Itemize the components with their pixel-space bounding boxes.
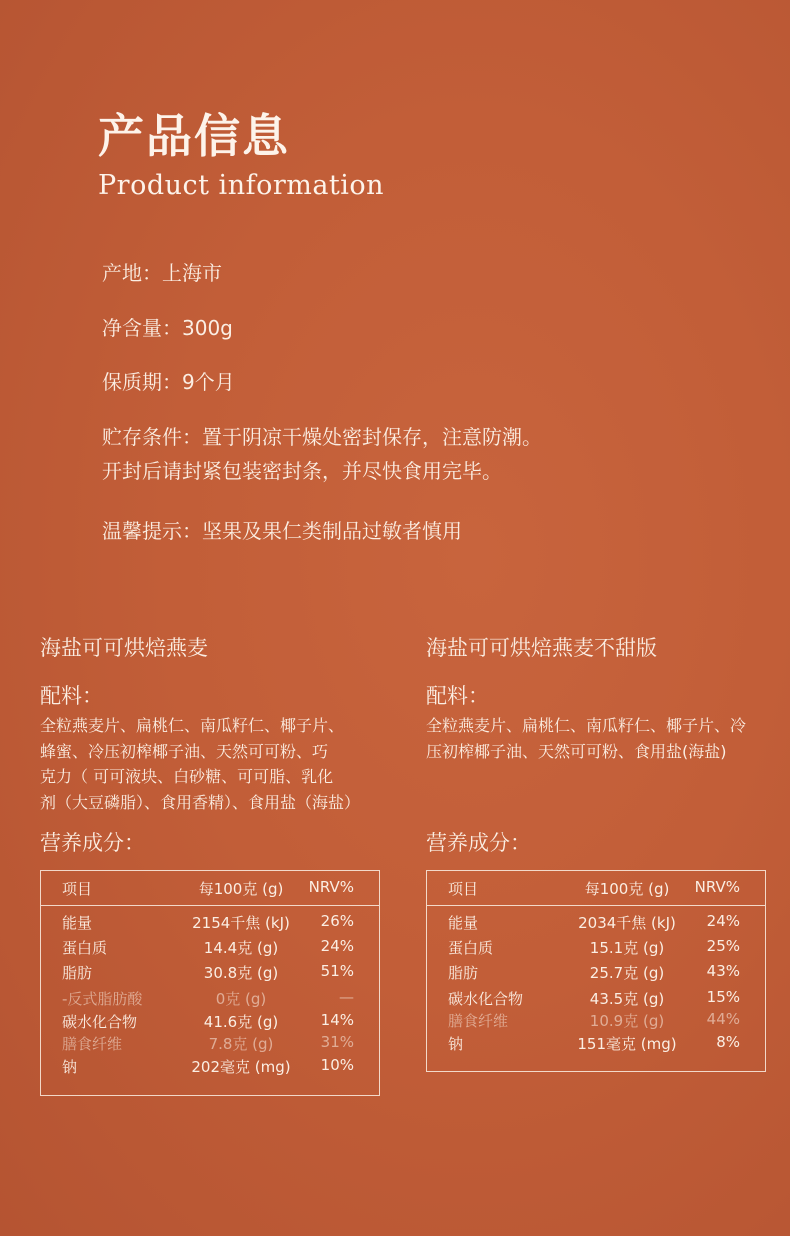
header-nrv: NRV%: [694, 878, 740, 896]
right-ingredients: [426, 713, 746, 764]
table-header: [41, 871, 379, 906]
cell-value: 25.7克 (g): [589, 964, 665, 982]
right-nutrition-label: 营养成分：: [426, 831, 531, 855]
cell-item: 蛋白质: [448, 939, 494, 957]
cell-nrv: 14%: [320, 1011, 354, 1029]
cell-item: 能量: [448, 914, 479, 932]
table-row: [427, 933, 765, 958]
cell-item: 钠: [62, 1058, 78, 1076]
header-item: 项目: [62, 880, 93, 898]
allergy-notice: 温馨提示：坚果及果仁类制品过敏者慎用: [102, 519, 462, 543]
cell-item: 能量: [62, 914, 93, 932]
cell-value: 151毫克 (mg): [577, 1035, 677, 1053]
cell-item: 脂肪: [62, 964, 93, 982]
cell-value: 43.5克 (g): [589, 990, 665, 1008]
table-header: [427, 871, 765, 906]
table-row: [41, 958, 379, 983]
cell-nrv: 8%: [716, 1033, 740, 1051]
ingredient-line: 克力（ 可可液块、白砂糖、可可脂、乳化: [40, 767, 334, 786]
cell-nrv: 26%: [320, 912, 354, 930]
cell-value: 30.8克 (g): [203, 964, 279, 982]
cell-item: 膳食纤维: [448, 1012, 509, 1030]
table-row: [427, 1008, 765, 1033]
cell-nrv: 24%: [320, 937, 354, 955]
cell-value: 14.4克 (g): [203, 939, 279, 957]
cell-value: 2034千焦 (kJ): [578, 914, 676, 932]
table-row: [41, 1058, 379, 1083]
ingredient-line: 压初榨椰子油、天然可可粉、食用盐(海盐): [426, 741, 727, 761]
ingredient-line: 全粒燕麦片、扁桃仁、南瓜籽仁、椰子片、: [40, 716, 345, 735]
cell-nrv: 43%: [706, 962, 740, 980]
table-row: [427, 983, 765, 1008]
cell-value: 7.8克 (g): [208, 1035, 274, 1053]
origin-text: 产地：上海市: [102, 261, 222, 285]
cell-item: 脂肪: [448, 964, 479, 982]
cell-nrv: 31%: [320, 1033, 354, 1051]
page-title: 产品信息: [98, 109, 290, 163]
header-nrv: NRV%: [308, 878, 354, 896]
cell-nrv: 10%: [320, 1056, 354, 1074]
cell-value: 202毫克 (mg): [191, 1058, 291, 1076]
cell-value: 15.1克 (g): [589, 939, 665, 957]
cell-value: 0克 (g): [215, 990, 267, 1008]
header-item: 项目: [448, 880, 479, 898]
cell-nrv: 15%: [706, 988, 740, 1006]
table-row: [41, 1008, 379, 1033]
cell-value: 2154千焦 (kJ): [192, 914, 290, 932]
cell-nrv: 51%: [320, 962, 354, 980]
cell-item: 碳水化合物: [448, 990, 524, 1008]
cell-item: 膳食纤维: [62, 1035, 123, 1053]
page-subtitle: Product information: [98, 170, 385, 201]
net-weight-text: 净含量：300g: [102, 316, 233, 340]
cell-item: -反式脂肪酸: [62, 990, 143, 1008]
table-row: [427, 958, 765, 983]
storage-text-1: 贮存条件：置于阴凉干燥处密封保存，注意防潮。: [102, 425, 542, 449]
right-product-title: 海盐可可烘焙燕麦不甜版: [426, 636, 657, 660]
cell-value: 41.6克 (g): [203, 1013, 279, 1031]
table-row: [41, 933, 379, 958]
left-nutrition-label: 营养成分：: [40, 831, 145, 855]
right-ingredients-label: 配料：: [426, 684, 489, 708]
right-nutrition-table: [426, 870, 766, 1072]
cell-item: 钠: [448, 1035, 464, 1053]
ingredient-line: 剂（大豆磷脂）、食用香精）、食用盐（海盐）: [40, 792, 361, 812]
cell-nrv: —: [339, 988, 354, 1006]
table-row: [41, 908, 379, 933]
cell-nrv: 24%: [706, 912, 740, 930]
cell-value: 10.9克 (g): [589, 1012, 665, 1030]
left-product-title: 海盐可可烘焙燕麦: [40, 636, 208, 660]
ingredient-line: 蜂蜜、冷压初榨椰子油、天然可可粉、巧: [40, 741, 329, 761]
header-value: 每100克 (g): [198, 880, 284, 898]
ingredient-line: 全粒燕麦片、扁桃仁、南瓜籽仁、椰子片、冷: [426, 716, 747, 735]
table-row: [427, 908, 765, 933]
header-value: 每100克 (g): [584, 880, 670, 898]
cell-item: 碳水化合物: [62, 1013, 138, 1031]
table-row: [427, 1033, 765, 1058]
shelf-life-text: 保质期：9个月: [102, 370, 235, 394]
cell-nrv: 25%: [706, 937, 740, 955]
left-ingredients-label: 配料：: [40, 684, 103, 708]
cell-nrv: 44%: [706, 1010, 740, 1028]
cell-item: 蛋白质: [62, 939, 108, 957]
left-ingredients: [40, 713, 360, 815]
table-row: [41, 983, 379, 1008]
storage-text-2: 开封后请封紧包装密封条，并尽快食用完毕。: [102, 459, 502, 483]
left-nutrition-table: [40, 870, 380, 1096]
table-row: [41, 1033, 379, 1058]
